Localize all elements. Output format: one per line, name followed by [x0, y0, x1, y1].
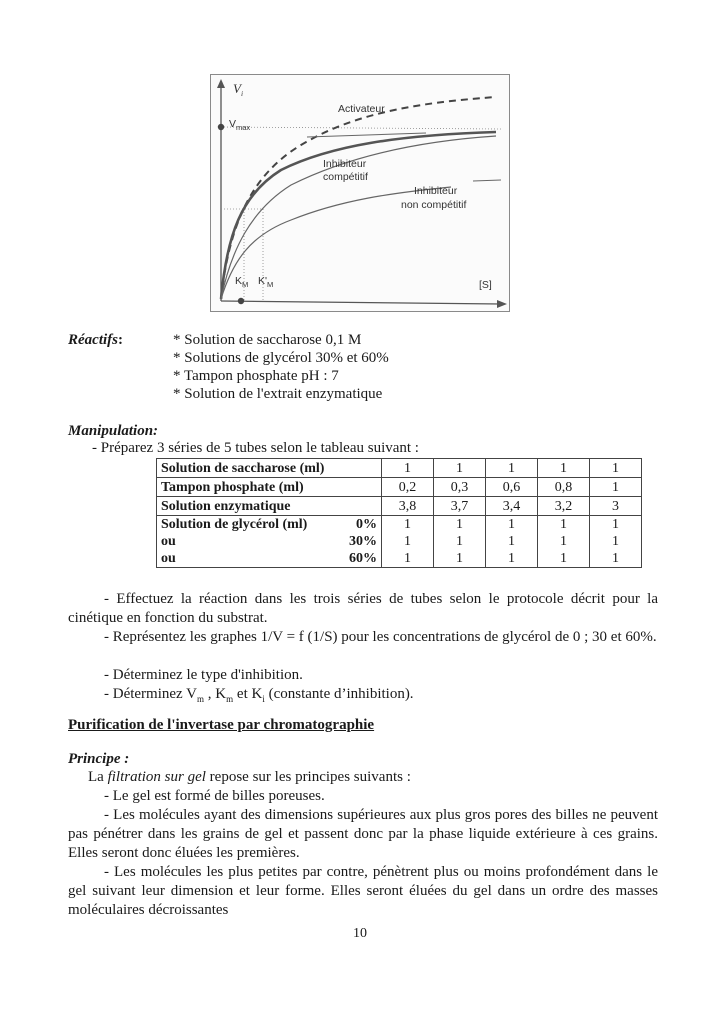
cell: 0,2	[382, 478, 434, 497]
table-row	[157, 497, 642, 516]
cell: 1	[434, 459, 486, 478]
noncompetitive-label-1: Inhibiteur	[414, 185, 458, 197]
glycerol-label: Solution de glycérol (ml) 0% ou 30% ou 60%	[157, 516, 382, 568]
principe-point: - Les molécules les plus petites par contre, pénètrent plus ou moins profondément dans le gel suivant leur dimension et leur forme. Elles seront éluées du gel dans un ordre des masses moléculaires décroissantes	[68, 864, 658, 918]
row-label: Solution enzymatique	[157, 497, 382, 516]
cell: 1	[382, 459, 434, 478]
principe-point: - Le gel est formé de billes poreuses.	[104, 788, 325, 804]
reactif-item: * Tampon phosphate pH : 7	[173, 368, 339, 384]
michaelis-menten-figure	[210, 74, 510, 312]
cell: 1	[538, 459, 590, 478]
reactif-item: * Solution de l'extrait enzymatique	[173, 386, 383, 402]
manipulation-heading: Manipulation:	[68, 423, 159, 439]
manipulation-intro: - Préparez 3 séries de 5 tubes selon le tableau suivant :	[92, 440, 419, 456]
table-row	[157, 478, 642, 497]
competitive-label-2: compétitif	[323, 171, 368, 183]
table-row	[157, 459, 642, 478]
row-label: Solution de saccharose (ml)	[157, 459, 382, 478]
cell: 3,7	[434, 497, 486, 516]
table-row-glycerol	[157, 516, 642, 568]
noncompetitive-label-2: non compétitif	[401, 199, 467, 211]
cell: 1 1 1	[590, 516, 642, 568]
reactif-item: * Solution de saccharose 0,1 M	[173, 332, 362, 348]
reactif-item: * Solutions de glycérol 30% et 60%	[173, 350, 389, 366]
row-label: Tampon phosphate (ml)	[157, 478, 382, 497]
cell: 1 1 1	[434, 516, 486, 568]
activator-label: Activateur	[338, 103, 385, 115]
cell: 0,8	[538, 478, 590, 497]
cell: 1 1 1	[486, 516, 538, 568]
cell: 3,4	[486, 497, 538, 516]
km-label: $K_M$	[235, 275, 249, 289]
tubes-table	[156, 458, 642, 568]
cell: 1	[486, 459, 538, 478]
cell: 0,6	[486, 478, 538, 497]
y-axis-label: $V_i$	[233, 81, 244, 98]
cell: 3	[590, 497, 642, 516]
cell: 1	[590, 478, 642, 497]
principe-heading: Principe :	[68, 751, 130, 767]
step-graphs: - Représentez les graphes 1/V = f (1/S) pour les concentrations de glycérol de 0 ; 30 et 60%.	[104, 629, 657, 645]
principe-intro: La filtration sur gel repose sur les principes suivants :	[88, 769, 411, 785]
reactifs-heading: Réactifs:	[68, 332, 123, 348]
section-title-purification: Purification de l'invertase par chromatographie	[68, 717, 375, 733]
step-constants: - Déterminez $V_m$ , $K_m$ et $K_i$ (constante d’inhibition).	[104, 686, 414, 704]
cell: 3,8	[382, 497, 434, 516]
step-reaction: - Effectuez la réaction dans les trois séries de tubes selon le protocole décrit pour la cinétique en fonction du substrat.	[68, 591, 658, 626]
cell: 1 1 1	[382, 516, 434, 568]
cell: 1 1 1	[538, 516, 590, 568]
cell: 3,2	[538, 497, 590, 516]
x-axis-label: [S]	[479, 279, 492, 291]
principe-point: - Les molécules ayant des dimensions supérieures aux plus gros pores des billes ne peuvent pas pénétrer dans les grains de gel et passent donc par la phase liquide extérieure à ces grains. Elles seront donc éluées les premières.	[68, 807, 658, 861]
step-inhibition-type: - Déterminez le type d'inhibition.	[104, 667, 303, 683]
cell: 1	[590, 459, 642, 478]
competitive-label-1: Inhibiteur	[323, 158, 367, 170]
page-number: 10	[353, 926, 367, 941]
cell: 0,3	[434, 478, 486, 497]
km-prime-label: $K'_M$	[258, 275, 274, 289]
vmax-label: $V_{max}$	[229, 118, 251, 132]
